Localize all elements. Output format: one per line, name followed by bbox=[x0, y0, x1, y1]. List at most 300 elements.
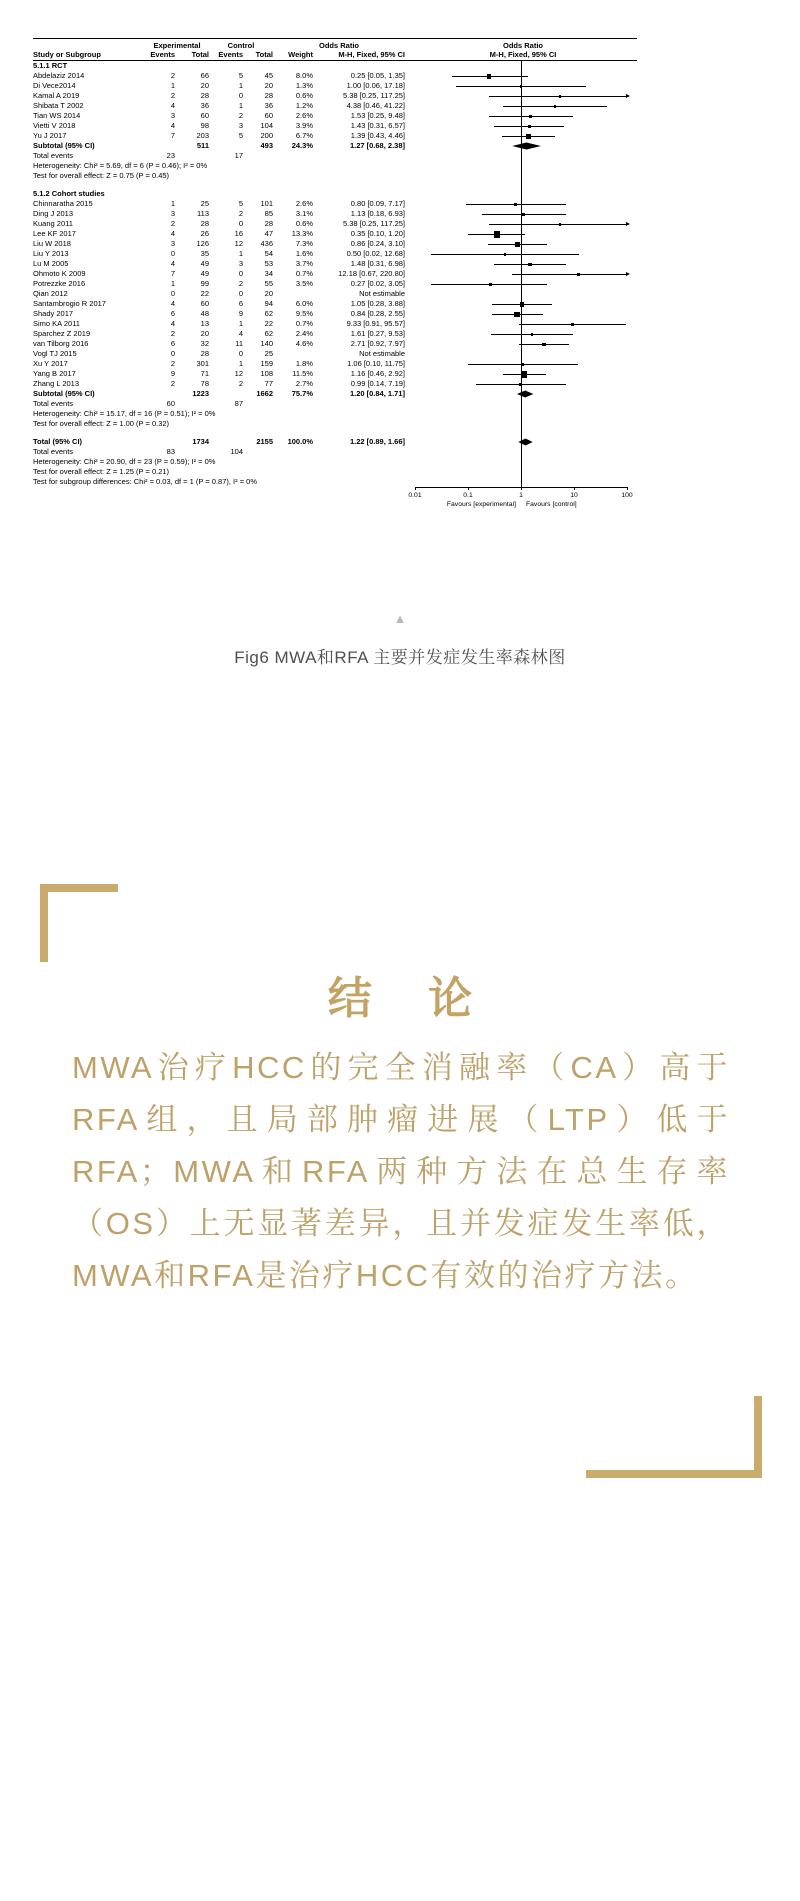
cell: 1.00 [0.06, 17.18] bbox=[346, 81, 405, 90]
ci-plot-cell bbox=[411, 131, 635, 141]
cell: 1.43 [0.31, 6.57] bbox=[350, 121, 405, 130]
cell: 1.20 [0.84, 1.71] bbox=[349, 389, 405, 398]
cell: 28 bbox=[200, 91, 209, 100]
effect-marker bbox=[514, 312, 519, 317]
cell bbox=[145, 61, 175, 71]
cell: 0.6% bbox=[295, 219, 313, 228]
cell: 0 bbox=[238, 289, 243, 298]
cell: 7 bbox=[170, 131, 175, 140]
effect-marker bbox=[504, 253, 507, 256]
collapse-arrow-icon[interactable]: ▲ bbox=[393, 611, 407, 626]
column-header: Events bbox=[150, 50, 175, 59]
cell: 1 bbox=[238, 359, 243, 368]
ci-plot-cell bbox=[411, 229, 635, 239]
cell: 7 bbox=[170, 269, 175, 278]
cell: 54 bbox=[264, 249, 273, 258]
study-row bbox=[33, 219, 637, 229]
cell: Simo KA 2011 bbox=[33, 319, 80, 328]
cell bbox=[209, 487, 243, 517]
cell: 45 bbox=[264, 71, 273, 80]
cell: 1 bbox=[238, 249, 243, 258]
cell: 4 bbox=[170, 121, 175, 130]
ci-plot-cell bbox=[411, 437, 635, 447]
ci-plot-cell bbox=[411, 239, 635, 249]
subtotal-row bbox=[33, 437, 637, 447]
ci-plot-cell bbox=[411, 299, 635, 309]
cell bbox=[175, 151, 209, 161]
cell: 9 bbox=[170, 369, 175, 378]
decorative-corner-bracket-bottom-right bbox=[586, 1396, 762, 1478]
cell: 3 bbox=[238, 259, 243, 268]
no-effect-line bbox=[521, 61, 522, 487]
cell: 1 bbox=[238, 101, 243, 110]
total-events-row bbox=[33, 399, 637, 409]
cell: 20 bbox=[200, 329, 209, 338]
cell bbox=[273, 151, 313, 161]
cell: 62 bbox=[264, 329, 273, 338]
stat-line: Heterogeneity: Chi² = 15.17, df = 16 (P = 0.51); I² = 0% bbox=[33, 409, 216, 418]
cell: 32 bbox=[200, 339, 209, 348]
cell: 3 bbox=[238, 121, 243, 130]
cell: 2.4% bbox=[295, 329, 313, 338]
cell: Tian WS 2014 bbox=[33, 111, 81, 120]
cell: 7.3% bbox=[295, 239, 313, 248]
study-row bbox=[33, 71, 637, 81]
cell: Not estimable bbox=[359, 289, 405, 298]
cell: 99 bbox=[200, 279, 209, 288]
cell: 13.3% bbox=[291, 229, 313, 238]
cell: 0.86 [0.24, 3.10] bbox=[350, 239, 405, 248]
ci-plot-cell bbox=[411, 121, 635, 131]
cell bbox=[313, 487, 405, 517]
favours-right-label: Favours [control] bbox=[526, 501, 577, 508]
study-row bbox=[33, 269, 637, 279]
cell: 60 bbox=[200, 299, 209, 308]
ci-arrow-right bbox=[626, 272, 630, 276]
cell: Ding J 2013 bbox=[33, 209, 74, 218]
cell bbox=[209, 61, 243, 71]
cell: Abdelaziz 2014 bbox=[33, 71, 85, 80]
subgroup-label bbox=[33, 61, 637, 71]
cell bbox=[175, 487, 209, 517]
effect-marker bbox=[577, 273, 579, 275]
study-row bbox=[33, 199, 637, 209]
cell: 126 bbox=[196, 239, 209, 248]
effect-marker bbox=[528, 263, 531, 266]
cell: 0.27 [0.02, 3.05] bbox=[350, 279, 405, 288]
cell: 1.16 [0.46, 2.92] bbox=[350, 369, 405, 378]
cell: 2 bbox=[238, 279, 243, 288]
cell: 4 bbox=[170, 319, 175, 328]
cell: Liu Y 2013 bbox=[33, 249, 69, 258]
cell: Xu Y 2017 bbox=[33, 359, 68, 368]
stat-line: Test for overall effect: Z = 1.25 (P = 0.21) bbox=[33, 467, 170, 476]
cell: 2 bbox=[170, 219, 175, 228]
cell bbox=[243, 151, 273, 161]
cell: 0.99 [0.14, 7.19] bbox=[350, 379, 405, 388]
cell: 34 bbox=[264, 269, 273, 278]
axis-tick bbox=[627, 487, 628, 490]
cell: Subtotal (95% CI) bbox=[33, 389, 95, 398]
ci-arrow-right bbox=[626, 222, 630, 226]
cell: 0.25 [0.05, 1.35] bbox=[350, 71, 405, 80]
cell: 0.7% bbox=[295, 269, 313, 278]
cell: 101 bbox=[260, 199, 273, 208]
cell bbox=[313, 151, 405, 161]
cell bbox=[243, 61, 273, 71]
summary-diamond bbox=[411, 141, 635, 151]
cell: Total events bbox=[33, 151, 74, 160]
cell: Total events bbox=[33, 447, 74, 456]
cell: 1 bbox=[238, 319, 243, 328]
stat-line: Heterogeneity: Chi² = 20.90, df = 23 (P = 0.59); I² = 0% bbox=[33, 457, 216, 466]
cell: 1.6% bbox=[295, 249, 313, 258]
cell: 5.38 [0.25, 117.25] bbox=[343, 91, 405, 100]
axis-tick bbox=[415, 487, 416, 490]
ci-plot-cell bbox=[411, 329, 635, 339]
study-row bbox=[33, 121, 637, 131]
cell: 159 bbox=[260, 359, 273, 368]
effect-marker bbox=[487, 74, 492, 79]
effect-marker bbox=[521, 371, 527, 377]
cell: 77 bbox=[264, 379, 273, 388]
cell: van Tilborg 2016 bbox=[33, 339, 89, 348]
cell: 113 bbox=[197, 209, 209, 218]
effect-marker bbox=[531, 333, 534, 336]
summary-diamond bbox=[411, 389, 635, 399]
cell: 2 bbox=[238, 111, 243, 120]
ci-plot-cell bbox=[408, 487, 635, 517]
cell: 0 bbox=[238, 269, 243, 278]
cell: Subtotal (95% CI) bbox=[33, 141, 95, 150]
cell: Total events bbox=[33, 399, 74, 408]
ci-plot-cell bbox=[411, 359, 635, 369]
cell: 1.61 [0.27, 9.53] bbox=[350, 329, 405, 338]
total-events-row bbox=[33, 447, 637, 457]
cell: 2 bbox=[238, 379, 243, 388]
cell: 1.13 [0.18, 6.93] bbox=[350, 209, 405, 218]
cell: 5 bbox=[238, 199, 243, 208]
cell: Chinnaratha 2015 bbox=[33, 199, 93, 208]
study-row bbox=[33, 319, 637, 329]
study-row bbox=[33, 309, 637, 319]
cell: 25 bbox=[200, 199, 209, 208]
decorative-corner-bracket-top-left bbox=[40, 884, 118, 962]
cell: 22 bbox=[264, 319, 273, 328]
cell bbox=[175, 189, 209, 199]
stat-line: Test for overall effect: Z = 1.00 (P = 0.32) bbox=[33, 419, 170, 428]
cell: 12 bbox=[234, 239, 243, 248]
cell: 1.2% bbox=[295, 101, 313, 110]
cell: 3.9% bbox=[295, 121, 313, 130]
conclusion-body-text: MWA治疗HCC的完全消融率（CA）高于RFA组，且局部肿瘤进展（LTP）低于RFA；MWA和RFA两种方法在总生存率（OS）上无显著差异，且并发症发生率低，MWA和RFA是治疗HCC有效的治疗方法。 bbox=[72, 1050, 730, 1293]
cell bbox=[145, 389, 175, 399]
cell: 3.7% bbox=[295, 259, 313, 268]
column-header: Weight bbox=[288, 50, 313, 59]
cell: 60 bbox=[264, 111, 273, 120]
cell bbox=[145, 487, 175, 517]
cell: Sparchez Z 2019 bbox=[33, 329, 91, 338]
cell bbox=[145, 437, 175, 447]
cell bbox=[273, 349, 313, 359]
effect-marker bbox=[542, 343, 546, 347]
cell: 4 bbox=[170, 299, 175, 308]
cell: 71 bbox=[200, 369, 209, 378]
cell: 104 bbox=[260, 121, 273, 130]
ci-plot-cell bbox=[411, 151, 635, 161]
cell bbox=[175, 447, 209, 457]
cell: 100.0% bbox=[287, 437, 313, 446]
ci-plot-cell bbox=[411, 209, 635, 219]
cell: 301 bbox=[196, 359, 209, 368]
cell: Yang B 2017 bbox=[33, 369, 76, 378]
cell: 36 bbox=[264, 101, 273, 110]
cell: 6 bbox=[238, 299, 243, 308]
cell: 4 bbox=[170, 101, 175, 110]
header-odds-ratio-text: Odds Ratio bbox=[318, 41, 359, 50]
cell bbox=[273, 61, 313, 71]
cell: 60 bbox=[200, 111, 209, 120]
column-header: Total bbox=[191, 50, 209, 59]
column-header: Study or Subgroup bbox=[33, 50, 101, 59]
study-row bbox=[33, 91, 637, 101]
subtotal-row bbox=[33, 389, 637, 399]
cell: 0 bbox=[170, 349, 175, 358]
cell: Potrezzke 2016 bbox=[33, 279, 86, 288]
axis-tick bbox=[468, 487, 469, 490]
cell: 1 bbox=[238, 81, 243, 90]
study-row bbox=[33, 329, 637, 339]
study-row bbox=[33, 259, 637, 269]
cell: 3.5% bbox=[295, 279, 313, 288]
cell: 49 bbox=[200, 269, 209, 278]
cell: 2.6% bbox=[295, 111, 313, 120]
cell bbox=[209, 141, 243, 151]
stat-line: Heterogeneity: Chi² = 5.69, df = 6 (P = 0.46); I² = 0% bbox=[33, 161, 208, 170]
cell: 108 bbox=[260, 369, 273, 378]
cell: 4 bbox=[238, 329, 243, 338]
cell: 6.7% bbox=[295, 131, 313, 140]
cell: 1.06 [0.10, 11.75] bbox=[347, 359, 405, 368]
cell bbox=[145, 189, 175, 199]
study-row bbox=[33, 101, 637, 111]
effect-marker bbox=[554, 105, 556, 107]
cell bbox=[145, 141, 175, 151]
ci-plot-cell bbox=[411, 379, 635, 389]
cell: 511 bbox=[196, 141, 209, 150]
cell: 493 bbox=[260, 141, 273, 150]
cell: Lu M 2005 bbox=[33, 259, 69, 268]
cell: 28 bbox=[264, 91, 273, 100]
cell: 2 bbox=[238, 209, 243, 218]
cell: Not estimable bbox=[359, 349, 405, 358]
forest-table-body bbox=[33, 61, 637, 517]
cell: 22 bbox=[200, 289, 209, 298]
effect-marker bbox=[515, 242, 520, 247]
cell: 0 bbox=[238, 349, 243, 358]
effect-marker bbox=[529, 115, 532, 118]
cell: 20 bbox=[264, 81, 273, 90]
cell: 60 bbox=[166, 399, 175, 408]
axis-tick bbox=[521, 487, 522, 490]
cell: 1.05 [0.28, 3.88] bbox=[350, 299, 405, 308]
cell: 1.22 [0.89, 1.66] bbox=[349, 437, 405, 446]
effect-marker bbox=[571, 323, 573, 325]
cell: 9.33 [0.91, 95.57] bbox=[346, 319, 405, 328]
subtotal-row bbox=[33, 141, 637, 151]
cell: 1734 bbox=[192, 437, 209, 446]
study-row bbox=[33, 379, 637, 389]
ci-plot-cell bbox=[411, 319, 635, 329]
axis-tick-label: 0.1 bbox=[463, 492, 473, 499]
column-header: Events bbox=[218, 50, 243, 59]
cell: 11.5% bbox=[292, 369, 313, 378]
column-header: M-H, Fixed, 95% CI bbox=[338, 50, 405, 59]
cell: 48 bbox=[200, 309, 209, 318]
cell: 28 bbox=[264, 219, 273, 228]
cell: 83 bbox=[166, 447, 175, 456]
cell: 1 bbox=[170, 199, 175, 208]
cell: 6 bbox=[170, 309, 175, 318]
subgroup-label bbox=[33, 189, 637, 199]
stat-line: Test for overall effect: Z = 0.75 (P = 0.45) bbox=[33, 171, 170, 180]
cell: 140 bbox=[260, 339, 273, 348]
cell: 87 bbox=[234, 399, 243, 408]
effect-marker bbox=[526, 134, 530, 138]
cell: 0.35 [0.10, 1.20] bbox=[350, 229, 405, 238]
cell: 5 bbox=[238, 71, 243, 80]
cell: 78 bbox=[200, 379, 209, 388]
cell bbox=[243, 189, 273, 199]
cell: 2 bbox=[170, 71, 175, 80]
cell: Vogl TJ 2015 bbox=[33, 349, 77, 358]
cell bbox=[175, 399, 209, 409]
ci-plot-cell bbox=[411, 141, 635, 151]
study-row bbox=[33, 111, 637, 121]
ci-plot-cell bbox=[411, 279, 635, 289]
cell: 0 bbox=[238, 91, 243, 100]
ci-plot-cell bbox=[411, 101, 635, 111]
axis-tick bbox=[574, 487, 575, 490]
effect-marker bbox=[559, 95, 561, 97]
cell: 25 bbox=[264, 349, 273, 358]
ci-plot-cell bbox=[411, 389, 635, 399]
stat-line: Test for subgroup differences: Chi² = 0.03, df = 1 (P = 0.87), I² = 0% bbox=[33, 477, 258, 486]
cell: 94 bbox=[264, 299, 273, 308]
cell bbox=[243, 487, 273, 517]
cell: 0.80 [0.09, 7.17] bbox=[350, 199, 405, 208]
cell: 2 bbox=[170, 379, 175, 388]
cell: 5.1.1 RCT bbox=[33, 61, 68, 70]
cell: 5.38 [0.25, 117.25] bbox=[343, 219, 405, 228]
axis-tick-label: 100 bbox=[621, 492, 633, 499]
cell: 1.39 [0.43, 4.46] bbox=[350, 131, 405, 140]
cell: 5.1.2 Cohort studies bbox=[33, 189, 105, 198]
favours-left-label: Favours [experimental] bbox=[446, 501, 516, 508]
ci-plot-cell bbox=[411, 289, 635, 299]
cell: 0.7% bbox=[295, 319, 313, 328]
cell: 75.7% bbox=[291, 389, 313, 398]
ci-plot-cell bbox=[411, 309, 635, 319]
column-header: Total bbox=[255, 50, 273, 59]
cell: 1 bbox=[170, 279, 175, 288]
cell: 1.8% bbox=[295, 359, 313, 368]
cell: 62 bbox=[264, 309, 273, 318]
cell: 17 bbox=[234, 151, 243, 160]
cell: 104 bbox=[230, 447, 243, 456]
axis-tick-label: 0.01 bbox=[408, 492, 422, 499]
ci-plot-cell bbox=[411, 71, 635, 81]
cell: Zhang L 2013 bbox=[33, 379, 80, 388]
cell: 200 bbox=[260, 131, 273, 140]
cell bbox=[209, 189, 243, 199]
cell: 98 bbox=[200, 121, 209, 130]
axis-row bbox=[33, 487, 637, 517]
ci-plot-cell bbox=[411, 349, 635, 359]
cell: Lee KF 2017 bbox=[33, 229, 76, 238]
cell: Total (95% CI) bbox=[33, 437, 83, 446]
study-row bbox=[33, 249, 637, 259]
cell: 66 bbox=[200, 71, 209, 80]
header-experimental: Experimental bbox=[153, 41, 201, 50]
ci-plot-cell bbox=[411, 269, 635, 279]
cell: 2.71 [0.92, 7.97] bbox=[350, 339, 405, 348]
cell: 13 bbox=[200, 319, 209, 328]
cell: 0.6% bbox=[295, 91, 313, 100]
cell bbox=[33, 487, 145, 517]
cell: 35 bbox=[200, 249, 209, 258]
conclusion-heading: 结 论 bbox=[327, 974, 495, 1023]
ci-plot-cell bbox=[411, 219, 635, 229]
cell: 3 bbox=[170, 111, 175, 120]
cell: Shibata T 2002 bbox=[33, 101, 84, 110]
study-row bbox=[33, 299, 637, 309]
cell: Qian 2012 bbox=[33, 289, 68, 298]
cell: 47 bbox=[264, 229, 273, 238]
ci-plot-cell bbox=[411, 81, 635, 91]
cell: 3 bbox=[170, 239, 175, 248]
cell: 12 bbox=[234, 369, 243, 378]
ci-plot-cell bbox=[411, 61, 635, 71]
cell: 1223 bbox=[192, 389, 209, 398]
cell: 0.84 [0.28, 2.55] bbox=[350, 309, 405, 318]
figure-caption: Fig6 MWA和RFA 主要并发症发生率森林图 bbox=[234, 648, 566, 667]
cell: 2 bbox=[170, 329, 175, 338]
cell: 6 bbox=[170, 339, 175, 348]
effect-marker bbox=[522, 213, 525, 216]
cell: 55 bbox=[264, 279, 273, 288]
ci-plot-cell bbox=[411, 447, 635, 457]
cell: 2.7% bbox=[295, 379, 313, 388]
effect-marker bbox=[489, 283, 492, 286]
cell: 28 bbox=[200, 219, 209, 228]
cell bbox=[273, 189, 313, 199]
cell: 2155 bbox=[256, 437, 273, 446]
study-row bbox=[33, 369, 637, 379]
cell bbox=[243, 399, 273, 409]
cell: Santambrogio R 2017 bbox=[33, 299, 106, 308]
cell: 5 bbox=[238, 131, 243, 140]
cell: 49 bbox=[200, 259, 209, 268]
header-odds-ratio-plot: Odds Ratio bbox=[502, 41, 543, 50]
cell: 1.3% bbox=[295, 81, 313, 90]
ci-plot-cell bbox=[411, 369, 635, 379]
effect-marker bbox=[494, 231, 501, 238]
ci-arrow-right bbox=[626, 94, 630, 98]
ci-plot-cell bbox=[411, 259, 635, 269]
ci-plot-cell bbox=[411, 189, 635, 199]
cell: 9 bbox=[238, 309, 243, 318]
